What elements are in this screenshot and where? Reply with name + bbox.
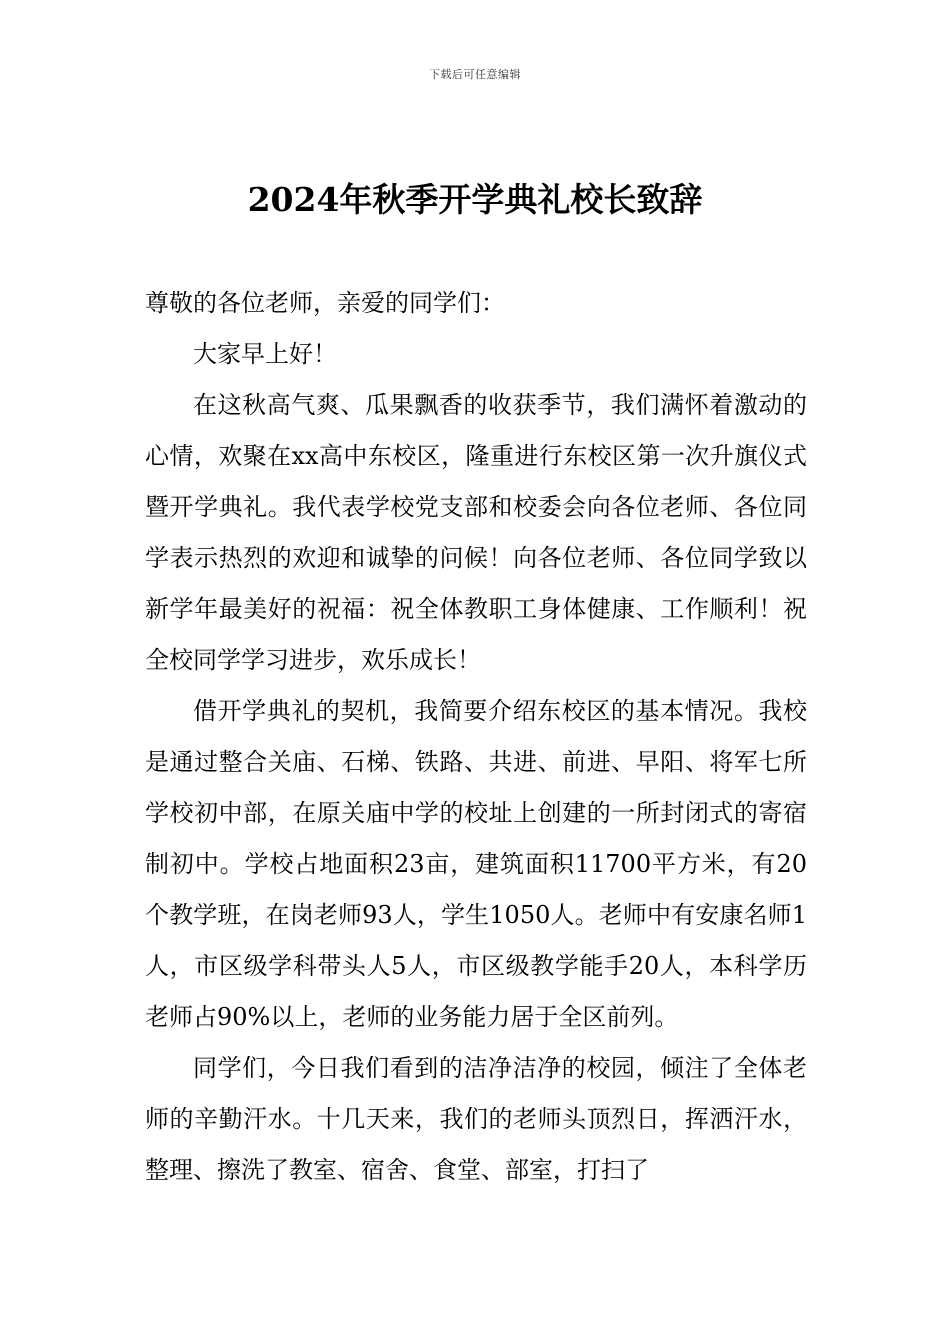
salutation: 尊敬的各位老师，亲爱的同学们：: [145, 289, 505, 317]
paragraph-campus: 同学们，今日我们看到的洁净洁净的校园，倾注了全体老师的辛勤汗水。十几天来，我们的老师头顶烈日，挥洒汗水，整理、擦洗了教室、宿舍、食堂、部室，打扫了: [145, 1054, 807, 1184]
paragraph-school-intro: 借开学典礼的契机，我简要介绍东校区的基本情况。我校是通过整合关庙、石梯、铁路、共进、前进、早阳、将军七所学校初中部，在原关庙中学的校址上创建的一所封闭式的寄宿制初中。学校占地面积23亩，建筑面积11700平方米，有20个教学班，在岗老师93人，学生1050人。老师中有安康名师1人，市区级学科带头人5人，市区级教学能手20人，本科学历老师占90%以上，老师的业务能力居于全区前列。: [145, 697, 807, 1031]
paragraph-greeting: 大家早上好！: [193, 340, 337, 368]
document-title: 2024年秋季开学典礼校长致辞: [247, 180, 703, 219]
header-note: 下载后可任意编辑: [429, 68, 521, 81]
document-body: [145, 278, 807, 1196]
paragraph-welcome: 在这秋高气爽、瓜果飘香的收获季节，我们满怀着激动的心情，欢聚在xx高中东校区，隆重进行东校区第一次升旗仪式暨开学典礼。我代表学校党支部和校委会向各位老师、各位同学表示热烈的欢迎和诚挚的问候！向各位老师、各位同学致以新学年最美好的祝福：祝全体教职工身体健康、工作顺利！祝全校同学学习进步，欢乐成长！: [145, 391, 807, 674]
